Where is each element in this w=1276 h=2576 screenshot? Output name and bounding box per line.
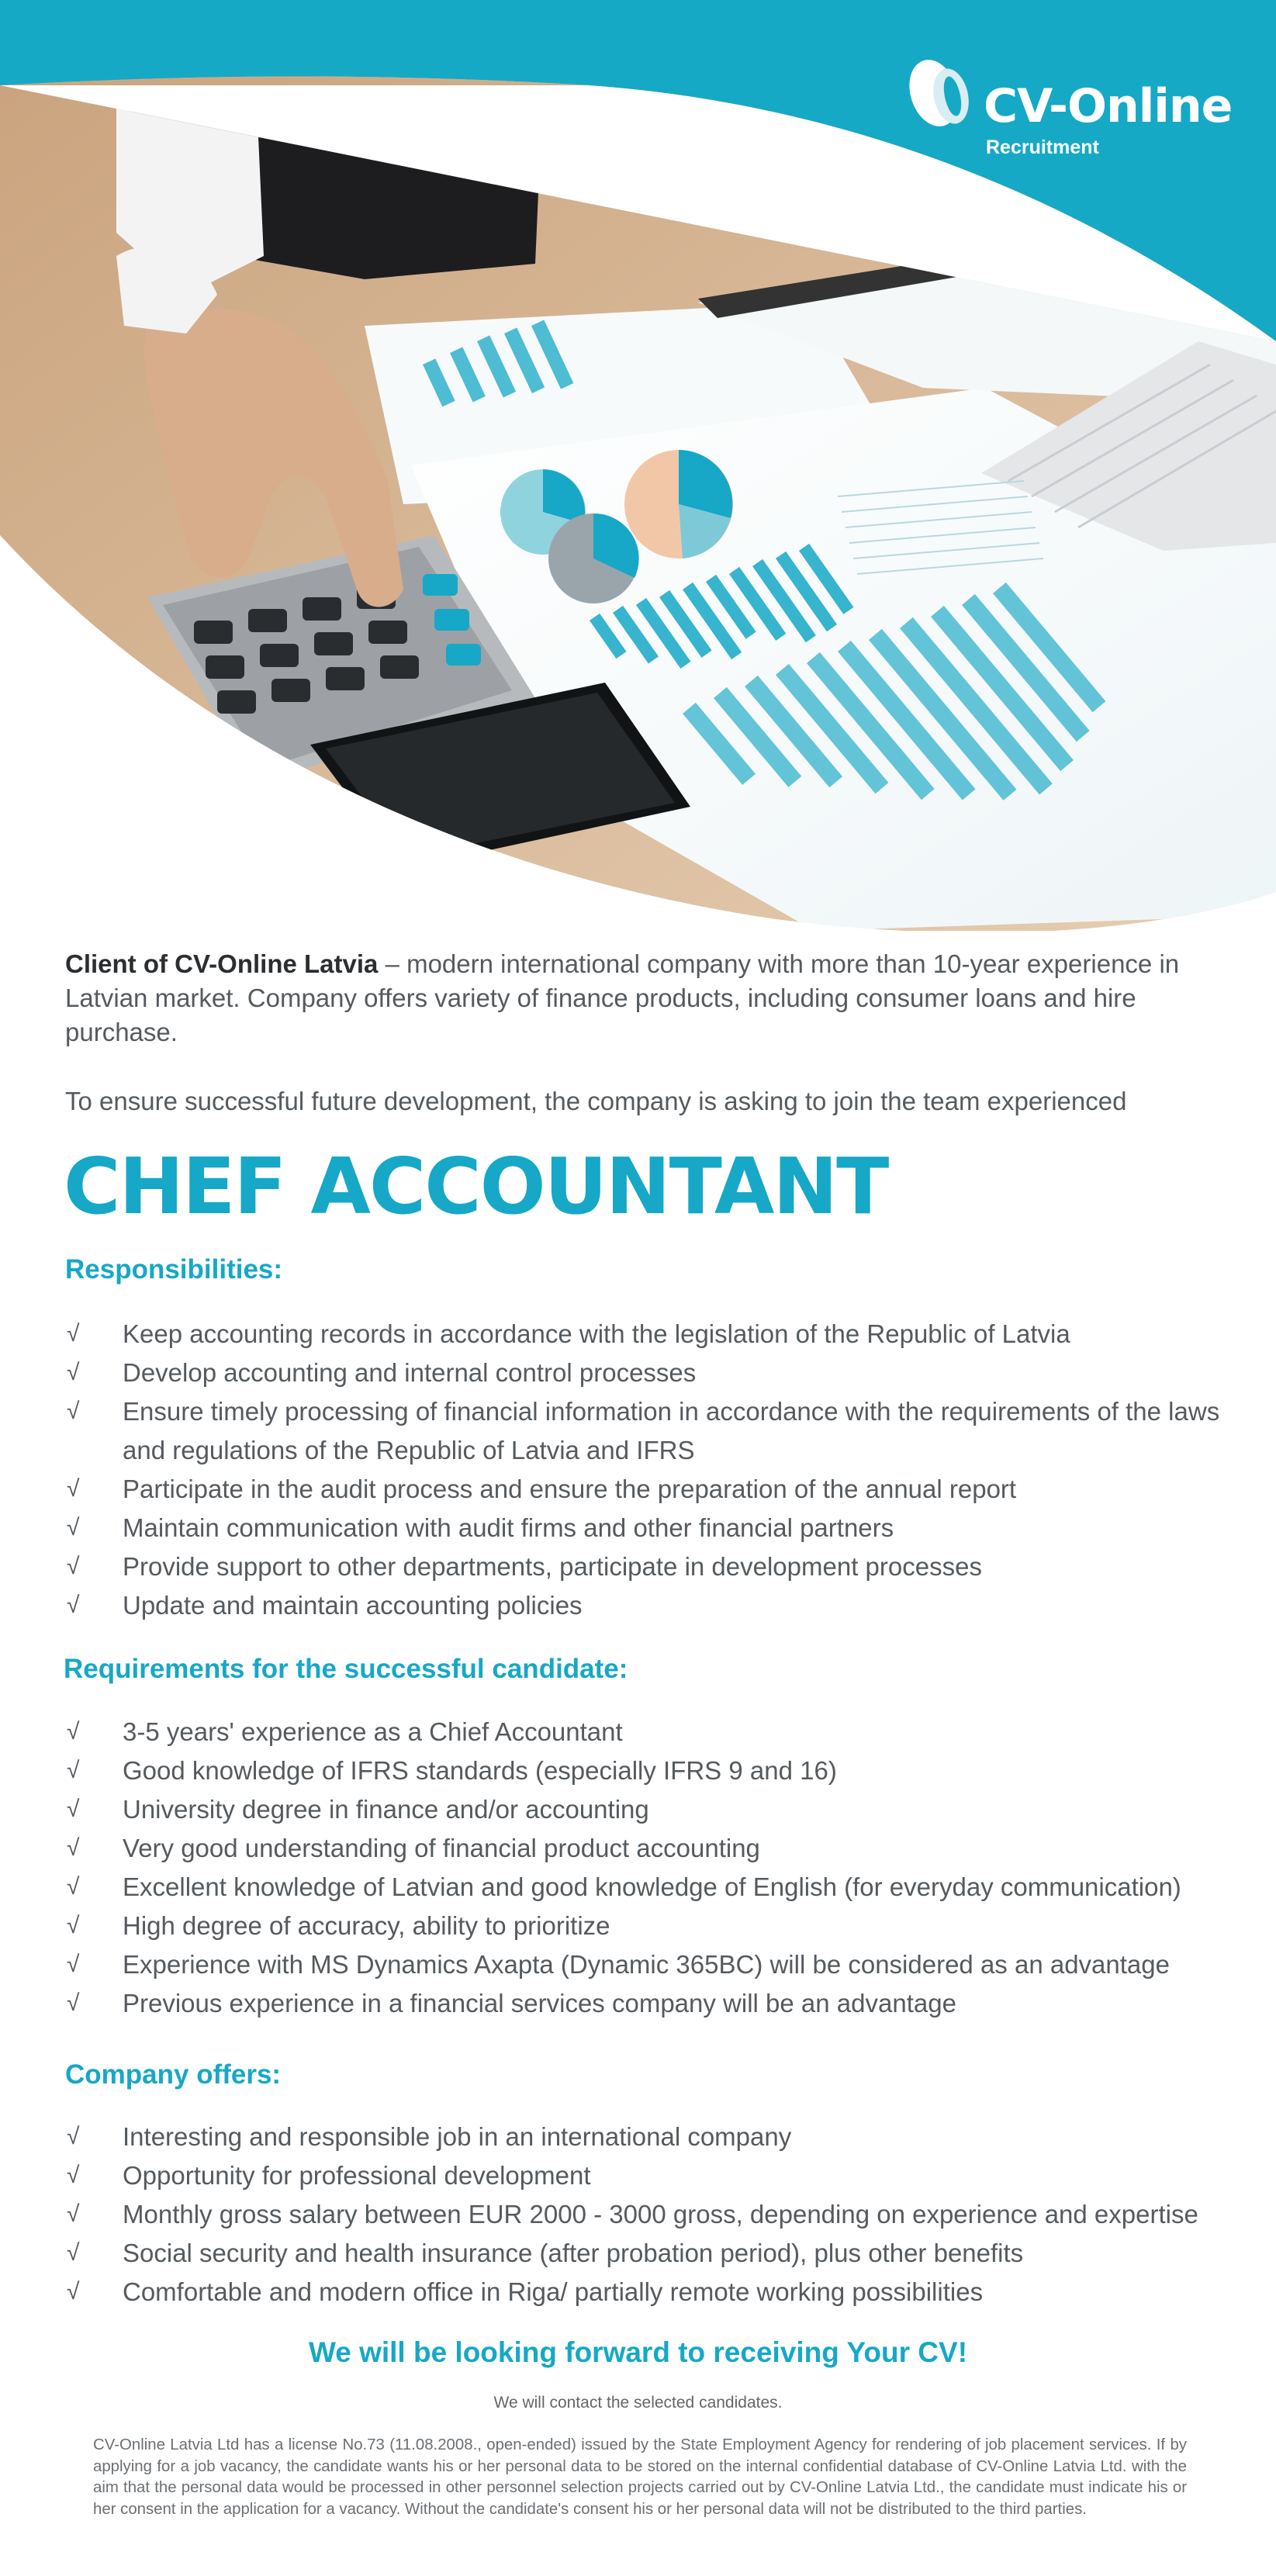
- list-item: [67, 2118, 1261, 2156]
- check-mark-icon: √: [67, 1476, 80, 1502]
- lead-in-text: To ensure successful future development, the company is asking to join the team experienced: [65, 1087, 1127, 1115]
- list-item: [67, 2195, 1261, 2234]
- check-mark-icon: √: [67, 1321, 80, 1347]
- list-item: [67, 1586, 1222, 1625]
- list-item-text: Interesting and responsible job in an international company: [123, 2122, 792, 2151]
- check-mark-icon: √: [67, 2124, 80, 2149]
- list-item: [67, 1945, 1261, 1984]
- closing-message: We will be looking forward to receiving Your CV!: [308, 2336, 968, 2368]
- list-item-text: Participate in the audit process and ensure the preparation of the annual report: [123, 1475, 1017, 1503]
- list-item-text: Keep accounting records in accordance with the legislation of the Republic of Latvia: [123, 1319, 1070, 1348]
- list-item-text: Develop accounting and internal control processes: [123, 1358, 697, 1387]
- list-item: [67, 1470, 1222, 1509]
- list-item-text: Experience with MS Dynamics Axapta (Dynamic 365BC) will be considered as an advantage: [123, 1950, 1170, 1979]
- client-label: Client of CV-Online Latvia: [65, 949, 379, 978]
- requirements-heading: Requirements for the successful candidate:: [64, 1654, 628, 1684]
- list-item-text: Comfortable and modern office in Riga/ partially remote working possibilities: [123, 2277, 984, 2306]
- responsibilities-heading: Responsibilities:: [65, 1254, 283, 1285]
- list-item: [67, 2234, 1261, 2273]
- check-mark-icon: √: [67, 2163, 80, 2188]
- list-item-text: Very good understanding of financial product accounting: [123, 1834, 760, 1862]
- check-mark-icon: √: [67, 2240, 80, 2266]
- list-item-text: Ensure timely processing of financial information in accordance with the requirements of the laws and regulations of the Republic of Latvia and IFRS: [123, 1397, 1220, 1464]
- list-item: [67, 1790, 1261, 1829]
- list-item: [67, 1829, 1261, 1868]
- list-item-text: Maintain communication with audit firms and other financial partners: [123, 1513, 894, 1542]
- list-item: [67, 1868, 1261, 1907]
- check-mark-icon: √: [67, 1913, 80, 1938]
- hero-banner: [0, 0, 1276, 931]
- logo-mark-icon: [901, 56, 979, 133]
- list-item: [67, 1547, 1222, 1586]
- list-item: [67, 2156, 1261, 2195]
- list-item: [67, 1984, 1261, 2023]
- list-item-text: Good knowledge of IFRS standards (especially IFRS 9 and 16): [123, 1756, 837, 1785]
- check-mark-icon: √: [67, 1758, 80, 1783]
- legal-notice: CV-Online Latvia Ltd has a license No.73 (11.08.2008., open-ended) issued by the State Employment Agency for rendering of job placement services. If by applying for a job vacancy, the candidate wants his or her personal data to be stored on the internal confidential database of CV-Online Latvia Ltd. with the aim that the personal data would be processed in other personnel selection projects carried out by CV-Online Latvia Ltd., the candidate must indicate his or her consent in the application for a vacancy. Without the candidate's consent his or her personal data will not be distributed to the third parties.: [93, 2436, 1187, 2518]
- offers-heading: Company offers:: [65, 2059, 282, 2090]
- list-item-text: 3-5 years' experience as a Chief Accountant: [123, 1717, 623, 1746]
- contact-note: We will contact the selected candidates.: [493, 2394, 783, 2412]
- job-title: CHEF ACCOUNTANT: [64, 1141, 888, 1232]
- check-mark-icon: √: [67, 2201, 80, 2227]
- requirements-list: [67, 1713, 1261, 2023]
- list-item-text: Provide support to other departments, participate in development processes: [123, 1552, 982, 1581]
- list-item-text: Update and maintain accounting policies: [123, 1591, 583, 1620]
- brand-name: CV-Online: [984, 79, 1233, 133]
- client-text: – modern international company with more than 10-year experience in Latvian market. Company offers variety of finance products, including consumer loans and hire purchase.: [65, 949, 1180, 1046]
- check-mark-icon: √: [67, 1796, 80, 1822]
- check-mark-icon: √: [67, 2279, 80, 2305]
- list-item: [67, 1509, 1222, 1547]
- list-item: [67, 1751, 1261, 1790]
- check-mark-icon: √: [67, 1835, 80, 1861]
- check-mark-icon: √: [67, 1952, 80, 1977]
- list-item-text: Monthly gross salary between EUR 2000 - 3000 gross, depending on experience and expertise: [123, 2200, 1198, 2228]
- check-mark-icon: √: [67, 1592, 80, 1618]
- list-item-text: High degree of accuracy, ability to prioritize: [123, 1911, 610, 1940]
- list-item-text: Opportunity for professional development: [123, 2161, 591, 2190]
- check-mark-icon: √: [67, 1515, 80, 1540]
- check-mark-icon: √: [67, 1719, 80, 1744]
- check-mark-icon: √: [67, 1990, 80, 2016]
- list-item: [67, 1907, 1261, 1945]
- list-item-text: University degree in finance and/or accounting: [123, 1795, 649, 1824]
- brand-subtitle: Recruitment: [986, 137, 1099, 158]
- list-item: [67, 1315, 1222, 1354]
- list-item-text: Social security and health insurance (after probation period), plus other benefits: [123, 2239, 1024, 2267]
- list-item-text: Excellent knowledge of Latvian and good knowledge of English (for everyday communication): [123, 1872, 1181, 1901]
- check-mark-icon: √: [67, 1360, 80, 1385]
- responsibilities-list: [67, 1315, 1222, 1625]
- offers-list: [67, 2118, 1261, 2311]
- list-item: [67, 1392, 1222, 1470]
- list-item: [67, 2273, 1261, 2311]
- list-item: [67, 1713, 1261, 1751]
- check-mark-icon: √: [67, 1399, 80, 1424]
- check-mark-icon: √: [67, 1874, 80, 1900]
- list-item-text: Previous experience in a financial services company will be an advantage: [123, 1989, 956, 2018]
- list-item: [67, 1354, 1222, 1392]
- intro-paragraph: [65, 947, 1213, 1049]
- check-mark-icon: √: [67, 1554, 80, 1579]
- brand-logo[interactable]: [901, 56, 1233, 164]
